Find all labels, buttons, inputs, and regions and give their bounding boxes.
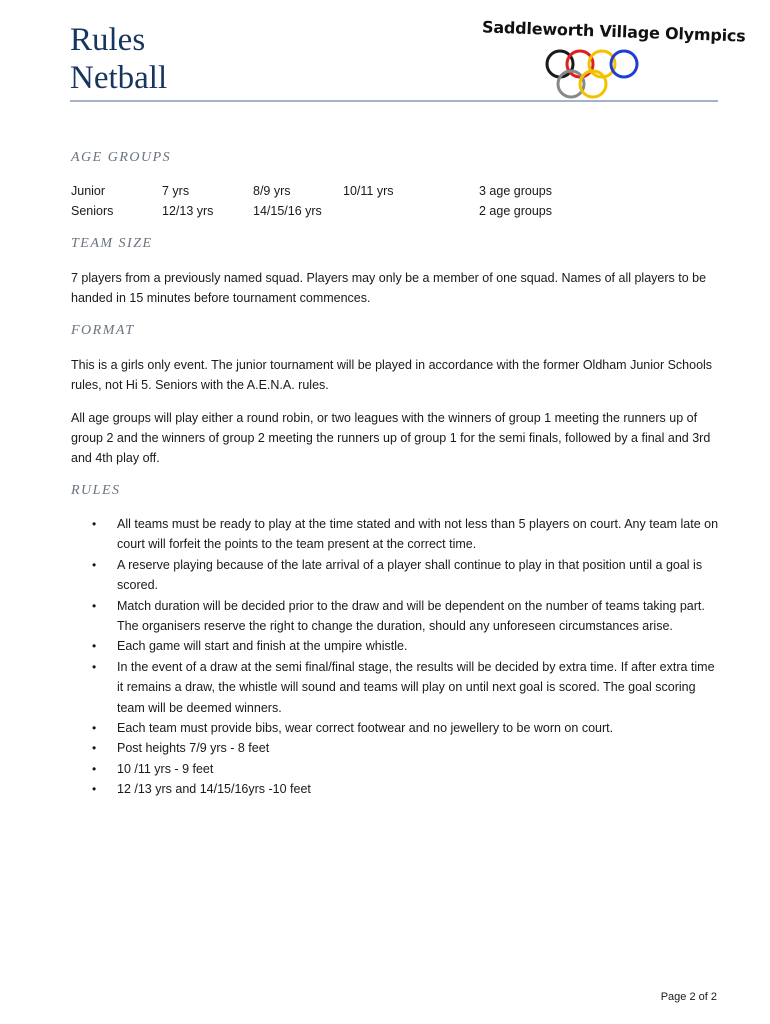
bullet-icon: • [92, 782, 97, 797]
rule-text: Match duration will be decided prior to the draw and will be dependent on the number of teams taking part. The organisers reserve the right to change the duration, should any unforeseen circumstances arise. [117, 598, 705, 634]
age-cell: 7 yrs [162, 184, 190, 198]
age-row-label: Seniors [71, 204, 114, 218]
team-size-text: 7 players from a previously named squad. Players may only be a member of one squad. Names of all players to be handed in 15 minutes before tournament commences. [71, 271, 707, 305]
format-paragraph-2: All age groups will play either a round robin, or two leagues with the winners of group 1 meeting the runners up of group 2 and the winners of group 2 meeting the runners up of group 1 for the semi finals, followed by a final and 3rd and 4th play off. [71, 411, 711, 465]
list-item [71, 759, 721, 779]
logo-text: Saddleworth Village Olympics [481, 17, 746, 46]
rule-text: Post heights 7/9 yrs - 8 feet [117, 741, 270, 756]
page-title: Rules [70, 22, 146, 58]
rules-list [71, 514, 721, 800]
age-cell: 14/15/16 yrs [253, 204, 322, 218]
rule-text: In the event of a draw at the semi final/final stage, the results will be decided by extra time. If after extra time it remains a draw, the whistle will sound and teams will play on until next goal is scored. The goal scoring team will be deemed winners. [117, 659, 715, 715]
list-item [71, 657, 721, 718]
team-size-heading: TEAM SIZE [71, 236, 153, 251]
age-cell: 8/9 yrs [253, 184, 291, 198]
bullet-icon: • [92, 517, 97, 531]
format-paragraph-1: This is a girls only event. The junior tournament will be played in accordance with the former Oldham Junior Schools rules, not Hi 5. Seniors with the A.E.N.A. rules. [71, 358, 713, 392]
list-item [71, 555, 721, 596]
rule-text: All teams must be ready to play at the time stated and with not less than 5 players on court. Any team late on court will forfeit the points to the team present at the correct time. [117, 517, 719, 552]
list-item [71, 718, 721, 738]
rule-text: Each game will start and finish at the umpire whistle. [117, 639, 408, 654]
rule-text: 12 /13 yrs and 14/15/16yrs -10 feet [117, 782, 311, 797]
age-group-count: 3 age groups [479, 184, 552, 198]
rule-text: 10 /11 yrs - 9 feet [117, 761, 214, 776]
page-number: Page 2 of 2 [660, 991, 717, 1003]
olympic-rings-icon [538, 46, 648, 102]
bullet-icon: • [92, 721, 97, 736]
rule-text: A reserve playing because of the late arrival of a player shall continue to play in that position until a goal is scored. [117, 557, 703, 593]
rule-text: Each team must provide bibs, wear correct footwear and no jewellery to be worn on court. [117, 721, 614, 736]
bullet-icon: • [92, 659, 97, 674]
list-item [71, 779, 721, 799]
age-row-label: Junior [71, 184, 106, 198]
bullet-icon: • [92, 741, 97, 756]
format-heading: FORMAT [71, 323, 135, 338]
list-item [71, 738, 721, 758]
page-subtitle: Netball [70, 60, 168, 96]
bullet-icon: • [92, 598, 97, 613]
age-cell: 10/11 yrs [343, 184, 394, 198]
age-group-count: 2 age groups [479, 204, 552, 218]
bullet-icon: • [92, 557, 97, 572]
age-cell: 12/13 yrs [162, 204, 214, 218]
bullet-icon: • [92, 639, 97, 654]
olympics-logo [478, 16, 746, 106]
list-item [71, 596, 721, 637]
bullet-icon: • [92, 761, 97, 776]
list-item [71, 636, 721, 656]
list-item [71, 514, 721, 555]
rules-heading: RULES [71, 483, 121, 498]
age-groups-heading: AGE GROUPS [71, 150, 172, 165]
